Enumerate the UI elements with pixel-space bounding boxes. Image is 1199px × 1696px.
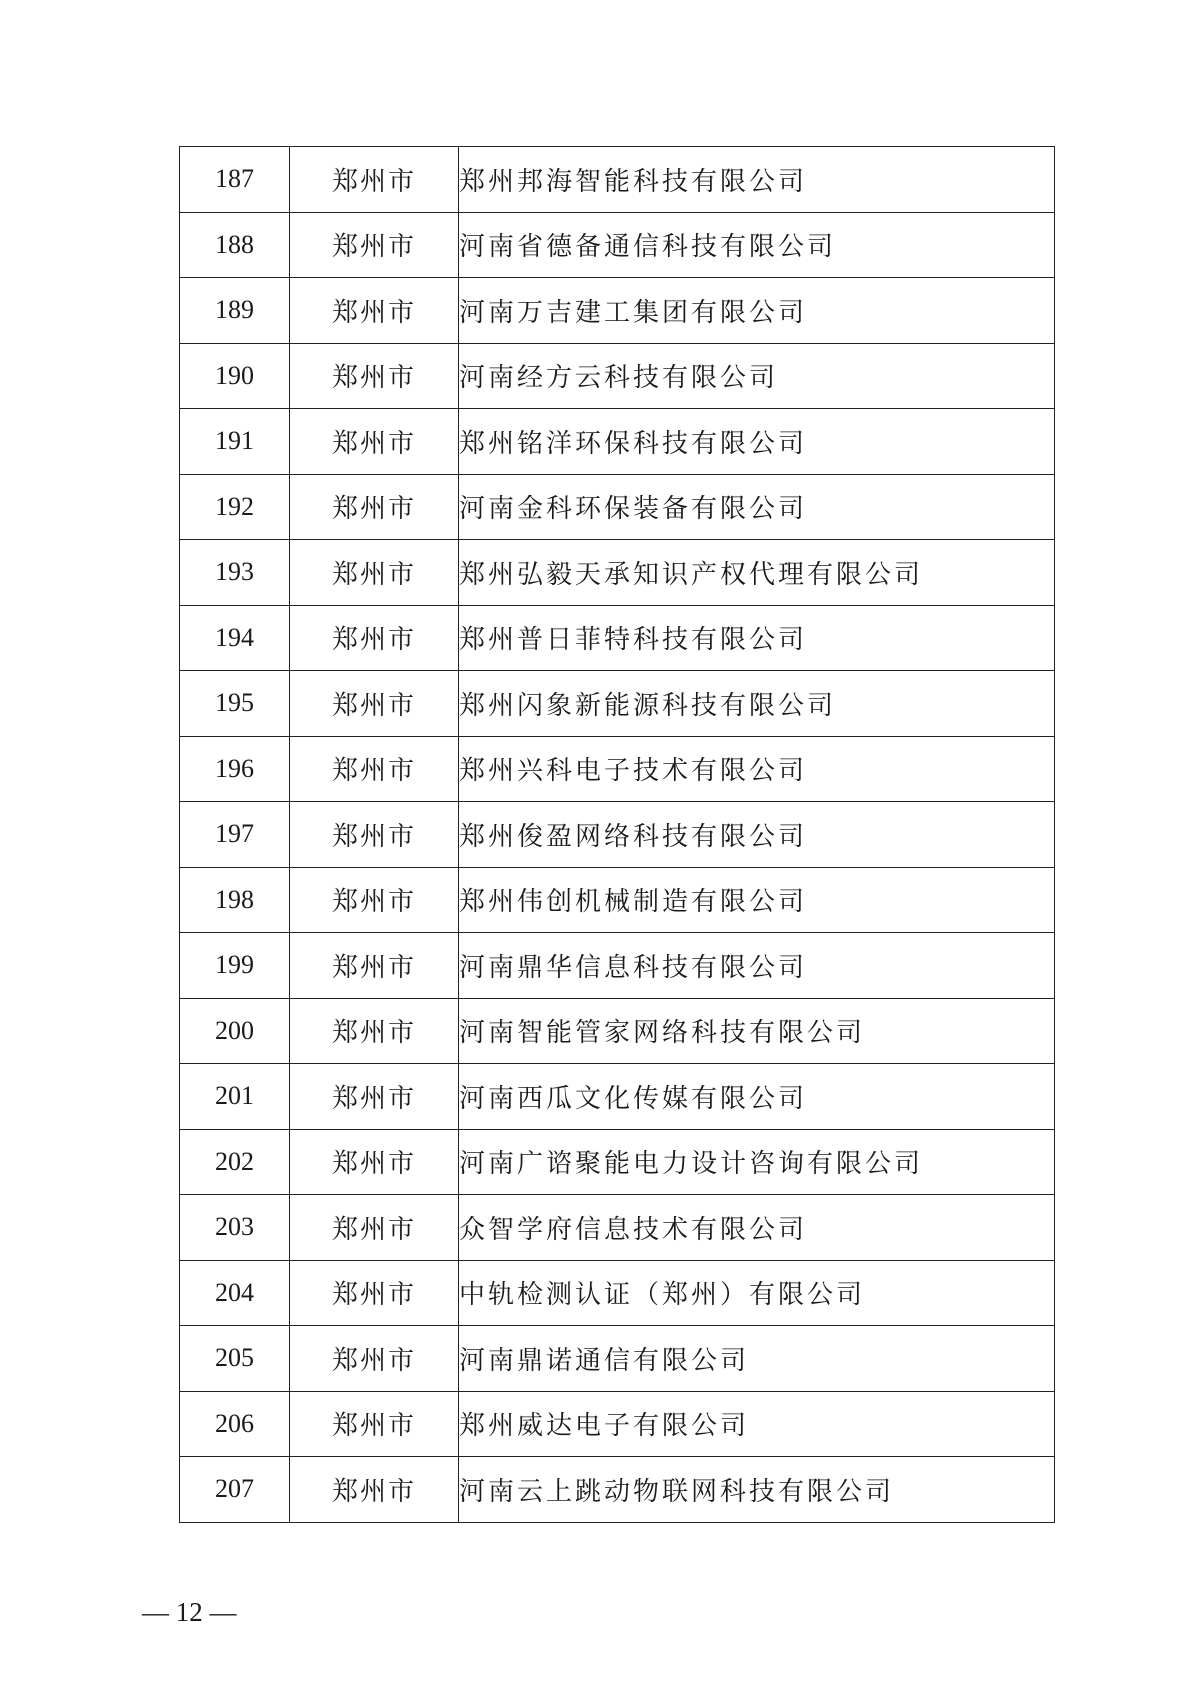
row-number-cell: 190 bbox=[180, 343, 290, 409]
table-row bbox=[180, 212, 1055, 278]
row-number-cell: 207 bbox=[180, 1457, 290, 1523]
row-number-cell: 194 bbox=[180, 605, 290, 671]
row-number-cell: 187 bbox=[180, 147, 290, 213]
company-name-cell: 中轨检测认证（郑州）有限公司 bbox=[459, 1260, 1055, 1326]
table-row bbox=[180, 933, 1055, 999]
table-row bbox=[180, 1391, 1055, 1457]
table-row bbox=[180, 1326, 1055, 1392]
company-name-cell: 河南云上跳动物联网科技有限公司 bbox=[459, 1457, 1055, 1523]
city-cell: 郑州市 bbox=[290, 147, 459, 213]
city-cell: 郑州市 bbox=[290, 1326, 459, 1392]
row-number-cell: 206 bbox=[180, 1391, 290, 1457]
company-name-cell: 郑州兴科电子技术有限公司 bbox=[459, 736, 1055, 802]
table-row bbox=[180, 147, 1055, 213]
row-number-cell: 192 bbox=[180, 474, 290, 540]
row-number-cell: 203 bbox=[180, 1195, 290, 1261]
company-name-cell: 郑州伟创机械制造有限公司 bbox=[459, 867, 1055, 933]
company-name-cell: 河南鼎诺通信有限公司 bbox=[459, 1326, 1055, 1392]
row-number-cell: 200 bbox=[180, 998, 290, 1064]
table-row bbox=[180, 867, 1055, 933]
city-cell: 郑州市 bbox=[290, 1064, 459, 1130]
city-cell: 郑州市 bbox=[290, 540, 459, 606]
row-number-cell: 193 bbox=[180, 540, 290, 606]
company-name-cell: 郑州铭洋环保科技有限公司 bbox=[459, 409, 1055, 475]
row-number-cell: 202 bbox=[180, 1129, 290, 1195]
city-cell: 郑州市 bbox=[290, 278, 459, 344]
company-name-cell: 河南智能管家网络科技有限公司 bbox=[459, 998, 1055, 1064]
city-cell: 郑州市 bbox=[290, 671, 459, 737]
company-name-cell: 郑州俊盈网络科技有限公司 bbox=[459, 802, 1055, 868]
company-name-cell: 郑州闪象新能源科技有限公司 bbox=[459, 671, 1055, 737]
city-cell: 郑州市 bbox=[290, 736, 459, 802]
city-cell: 郑州市 bbox=[290, 1195, 459, 1261]
city-cell: 郑州市 bbox=[290, 409, 459, 475]
company-name-cell: 河南鼎华信息科技有限公司 bbox=[459, 933, 1055, 999]
table-row bbox=[180, 1457, 1055, 1523]
company-list-table bbox=[179, 146, 1055, 1523]
table-row bbox=[180, 736, 1055, 802]
city-cell: 郑州市 bbox=[290, 1391, 459, 1457]
company-name-cell: 河南省德备通信科技有限公司 bbox=[459, 212, 1055, 278]
city-cell: 郑州市 bbox=[290, 933, 459, 999]
page-number: — 12 — bbox=[142, 1597, 237, 1627]
row-number-cell: 195 bbox=[180, 671, 290, 737]
table-row bbox=[180, 671, 1055, 737]
company-name-cell: 河南经方云科技有限公司 bbox=[459, 343, 1055, 409]
company-name-cell: 河南西瓜文化传媒有限公司 bbox=[459, 1064, 1055, 1130]
row-number-cell: 199 bbox=[180, 933, 290, 999]
table-row bbox=[180, 343, 1055, 409]
company-name-cell: 郑州普日菲特科技有限公司 bbox=[459, 605, 1055, 671]
table-row bbox=[180, 1195, 1055, 1261]
row-number-cell: 189 bbox=[180, 278, 290, 344]
row-number-cell: 204 bbox=[180, 1260, 290, 1326]
table-row bbox=[180, 998, 1055, 1064]
table-body bbox=[180, 147, 1055, 1523]
table-row bbox=[180, 1260, 1055, 1326]
row-number-cell: 205 bbox=[180, 1326, 290, 1392]
city-cell: 郑州市 bbox=[290, 867, 459, 933]
company-name-cell: 河南广谘聚能电力设计咨询有限公司 bbox=[459, 1129, 1055, 1195]
row-number-cell: 188 bbox=[180, 212, 290, 278]
company-name-cell: 河南金科环保装备有限公司 bbox=[459, 474, 1055, 540]
table-row bbox=[180, 278, 1055, 344]
city-cell: 郑州市 bbox=[290, 212, 459, 278]
city-cell: 郑州市 bbox=[290, 998, 459, 1064]
city-cell: 郑州市 bbox=[290, 1457, 459, 1523]
city-cell: 郑州市 bbox=[290, 474, 459, 540]
table-row bbox=[180, 540, 1055, 606]
table-row bbox=[180, 474, 1055, 540]
company-name-cell: 河南万吉建工集团有限公司 bbox=[459, 278, 1055, 344]
row-number-cell: 196 bbox=[180, 736, 290, 802]
row-number-cell: 201 bbox=[180, 1064, 290, 1130]
table-row bbox=[180, 1064, 1055, 1130]
city-cell: 郑州市 bbox=[290, 1129, 459, 1195]
city-cell: 郑州市 bbox=[290, 802, 459, 868]
company-name-cell: 郑州邦海智能科技有限公司 bbox=[459, 147, 1055, 213]
city-cell: 郑州市 bbox=[290, 1260, 459, 1326]
table-row bbox=[180, 605, 1055, 671]
city-cell: 郑州市 bbox=[290, 605, 459, 671]
table-row bbox=[180, 802, 1055, 868]
row-number-cell: 198 bbox=[180, 867, 290, 933]
city-cell: 郑州市 bbox=[290, 343, 459, 409]
row-number-cell: 197 bbox=[180, 802, 290, 868]
table-row bbox=[180, 409, 1055, 475]
row-number-cell: 191 bbox=[180, 409, 290, 475]
company-name-cell: 郑州弘毅天承知识产权代理有限公司 bbox=[459, 540, 1055, 606]
company-name-cell: 众智学府信息技术有限公司 bbox=[459, 1195, 1055, 1261]
table-row bbox=[180, 1129, 1055, 1195]
company-name-cell: 郑州威达电子有限公司 bbox=[459, 1391, 1055, 1457]
